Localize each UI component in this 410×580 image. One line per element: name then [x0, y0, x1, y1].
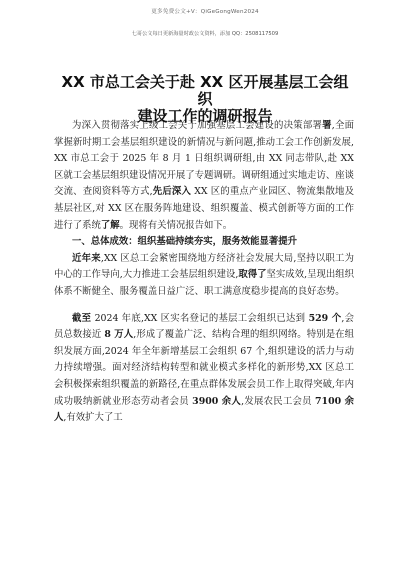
- para-text: ,形成了覆盖广泛、结构合理的组织网络。特别是在组织发展方面,2024 年全年新增基层工会组织 67 个,组织建设的活力与动力持续增强。面对经济结构转型和就业模式多样化的新形势,XX 区总工会积极探索组织覆盖的新路径,在重点群体发展会员工作上取得突破,年内成功吸纳新就业形态劳动者会员: [54, 329, 355, 407]
- title-line-2: 建设工作的调研报告: [137, 107, 273, 125]
- para-text: ,发展农民工会员: [241, 395, 316, 407]
- para-text: ,有效扩大了工: [63, 412, 123, 424]
- intro-bold: 先后深入: [152, 186, 192, 198]
- paragraph-spacer: [54, 301, 354, 311]
- intro-bold: 了解: [100, 219, 120, 231]
- para-text: 坚实成效,呈现出组织体系不断健全、服务覆盖日益广泛、职工满意度稳步提高的良好态势。: [54, 269, 354, 297]
- para-text: ,XX 区总工会紧密围绕地方经济社会发展大局,坚持以职工为中心的工作导向,大力推进工会基层组织建设,: [54, 252, 354, 281]
- para-bold: 截至: [72, 312, 92, 324]
- section-heading: 一、总体成效：组织基础持续夯实，服务效能显著提升: [72, 236, 298, 248]
- intro-text: 组织调研组,由 XX 同志带队,赴 XX 区就工会基层组织建设情况开展了专题调研。调研组通过实地走访、座谈交流、查阅资料等方式,: [54, 153, 355, 198]
- intro-text: XX 区的重点产业园区、物流集散地及基层社区,对 XX 区在服务阵地建设、组织覆盖、模式创新等方面的工作进行了系统: [54, 186, 354, 231]
- stat-value: 3900 余人: [192, 395, 242, 407]
- stat-value: 8 万人: [104, 329, 134, 341]
- intro-text: ,全面掌握新时期工会基层组织建设的新情况与新问题,推动工会工作创新发展,XX 市总工会于: [54, 120, 354, 165]
- header-subnote: 七哥公文每日更新海量时政公文资料，添加 QQ：2508117509: [131, 31, 279, 37]
- stat-value: 7100 余人: [54, 395, 355, 424]
- para-text: 2024 年底,XX 区实名登记的基层工会组织已达到: [91, 312, 309, 324]
- header-note: 更多免费公文+V：QiGeGongWen2024: [151, 9, 259, 15]
- paragraph-overview: [54, 251, 354, 301]
- para-text: ,会员总数接近: [54, 312, 354, 341]
- para-bold: 近年来: [72, 252, 101, 264]
- intro-text: 为深入贯彻落实上级工会关于加强基层工会建设的决策部署: [72, 120, 323, 131]
- stat-value: 529 个: [308, 312, 342, 324]
- document-body: [54, 118, 354, 427]
- intro-paragraph: [54, 118, 354, 234]
- paragraph-statistics: [54, 311, 354, 427]
- intro-text: 。现将有关情况报告如下。: [119, 219, 233, 231]
- para-bold: 取得了: [238, 269, 267, 281]
- intro-date: 2025 年 8 月 1 日: [122, 153, 204, 165]
- intro-bold-char: 署: [322, 120, 332, 131]
- title-line-1: XX 市总工会关于赴 XX 区开展基层工会组织: [61, 73, 349, 108]
